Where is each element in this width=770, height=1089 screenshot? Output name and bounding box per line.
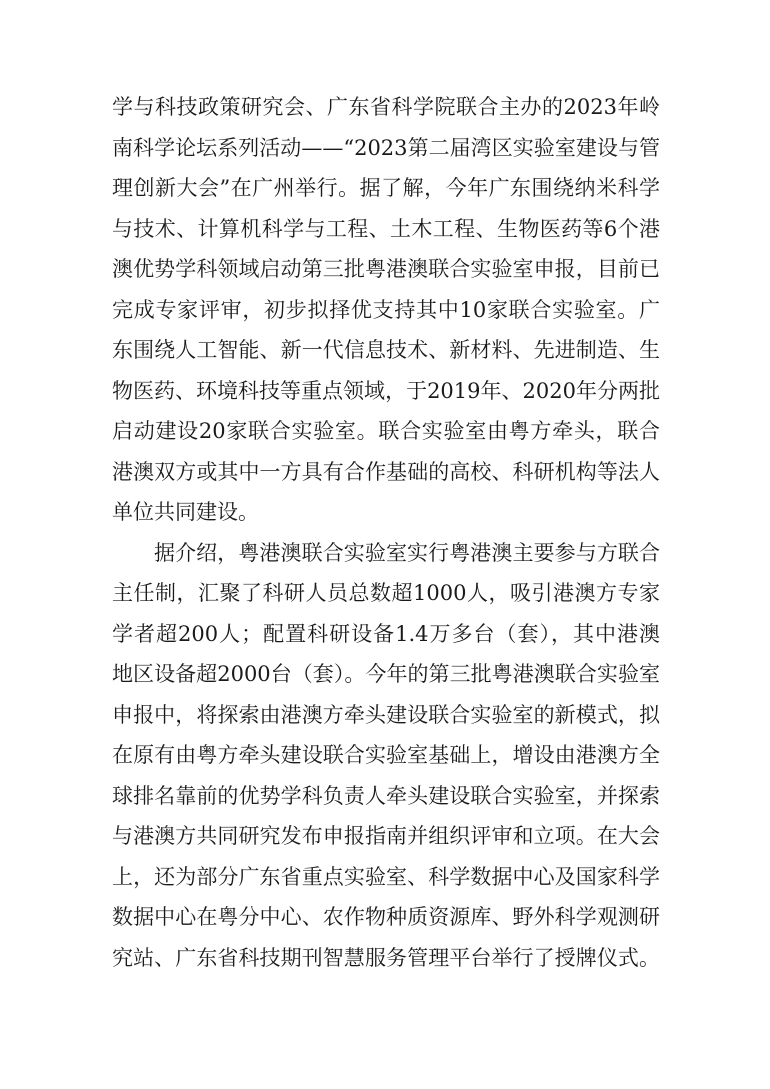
text-line: 申报中，将探索由港澳方牵头建设联合实验室的新模式，拟 (112, 702, 660, 727)
text-line: 据介绍，粤港澳联合实验室实行粤港澳主要参与方联合 (154, 540, 660, 565)
text-line: 澳优势学科领域启动第三批粤港澳联合实验室申报，目前已 (112, 257, 660, 281)
text-line: 上，还为部分广东省重点实验室、科学数据中心及国家科学 (112, 864, 660, 889)
text-line: 学与科技政策研究会、广东省科学院联合主办的2023年岭 (112, 95, 660, 119)
text-line: 启动建设20家联合实验室。联合实验室由粤方牵头，联合 (112, 419, 660, 443)
text-line: 东围绕人工智能、新一代信息技术、新材料、先进制造、生 (112, 338, 660, 362)
text-line: 主任制，汇聚了科研人员总数超1000人，吸引港澳方专家 (112, 581, 660, 605)
text-line: 物医药、环境科技等重点领域，于2019年、2020年分两批 (112, 378, 660, 403)
text-line: 学者超200人；配置科研设备1.4万多台（套），其中港澳 (112, 621, 660, 646)
text-line: 球排名靠前的优势学科负责人牵头建设联合实验室，并探索 (112, 783, 660, 808)
text-line: 与港澳方共同研究发布申报指南并组织评审和立项。在大会 (112, 824, 660, 848)
text-line: 究站、广东省科技期刊智慧服务管理平台举行了授牌仪式。 (112, 945, 660, 970)
text-line: 在原有由粤方牵头建设联合实验室基础上，增设由港澳方全 (112, 743, 660, 767)
text-line: 数据中心在粤分中心、农作物种质资源库、野外科学观测研 (112, 905, 660, 929)
text-line: 完成专家评审，初步拟择优支持其中10家联合实验室。广 (112, 297, 660, 322)
text-line: 单位共同建设。 (112, 500, 259, 524)
text-line: 理创新大会”在广州举行。据了解，今年广东围绕纳米科学 (112, 176, 660, 200)
text-line: 港澳双方或其中一方具有合作基础的高校、科研机构等法人 (112, 459, 660, 484)
text-line: 与技术、计算机科学与工程、土木工程、生物医药等6个港 (112, 216, 660, 241)
text-line: 南科学论坛系列活动——“2023第二届湾区实验室建设与管 (112, 135, 660, 160)
text-line: 地区设备超2000台（套）。今年的第三批粤港澳联合实验室 (112, 662, 660, 686)
body-text (112, 87, 660, 978)
